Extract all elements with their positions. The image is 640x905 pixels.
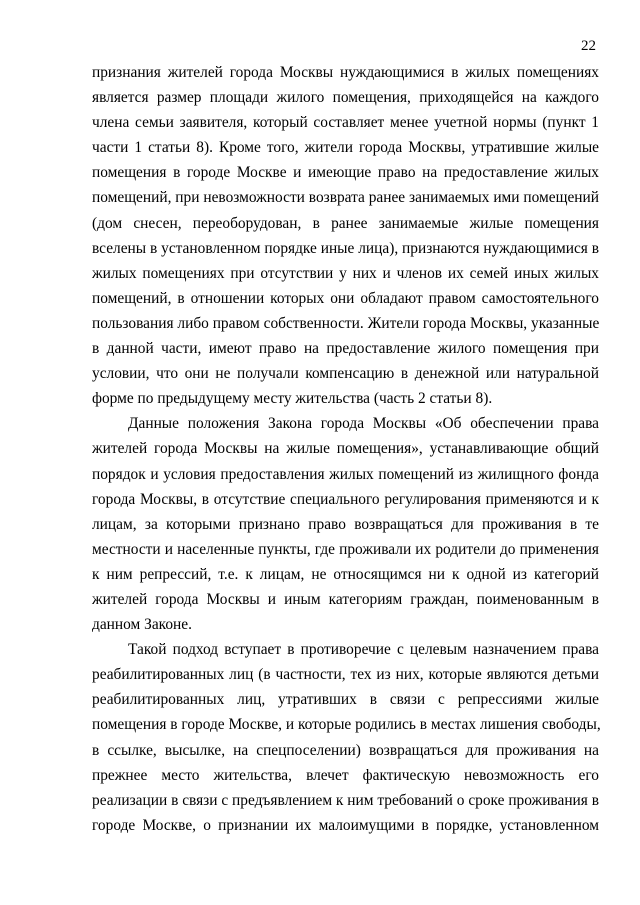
text-line: местности и населенные пункты, где проживали их родители до применения (92, 540, 599, 558)
text-line: в ссылке, высылке, на спецпоселении) возвращаться для проживания на (92, 741, 599, 759)
text-line: форме по предыдущему месту жительства (часть 2 статьи 8). (92, 390, 493, 408)
text-line: Данные положения Закона города Москвы «Об обеспечении права (128, 415, 599, 433)
paragraph (92, 60, 599, 411)
text-line: жителей города Москвы на жилые помещения», устанавливающие общий (92, 440, 599, 458)
text-line: города Москвы, в отсутствие специального регулирования применяются и к (92, 490, 599, 508)
text-line: порядок и условия предоставления жилых помещений из жилищного фонда (92, 465, 599, 483)
text-line: части 1 статьи 8). Кроме того, жители города Москвы, утратившие жилые (92, 139, 599, 157)
text-line: реализации в связи с предъявлением к ним требований о сроке проживания в (92, 791, 599, 809)
text-line: к ним репрессий, т.е. к лицам, не относящимся ни к одной из категорий (92, 565, 599, 583)
text-line: признания жителей города Москвы нуждающимися в жилых помещениях (92, 64, 599, 81)
page-number: 22 (581, 38, 596, 54)
text-line: помещений, при невозможности возврата ранее занимаемых ими помещений (92, 189, 599, 207)
text-line: Такой подход вступает в противоречие с целевым назначением права (128, 641, 599, 659)
text-line: помещения в городе Москве и имеющие право на предоставление жилых (92, 164, 599, 182)
paragraph (92, 411, 599, 637)
text-line: в данной части, имеют право на предоставление жилого помещения при (92, 340, 599, 358)
text-line: члена семьи заявителя, который составляет менее учетной нормы (пункт 1 (92, 114, 599, 132)
text-line: реабилитированных лиц, утративших в связи с репрессиями жилые (92, 691, 599, 709)
text-line: пользования либо правом собственности. Жители города Москвы, указанные (92, 314, 600, 332)
text-line: помещений, в отношении которых они обладают правом самостоятельного (92, 289, 599, 307)
text-line: жилых помещениях при отсутствии у них и членов их семей иных жилых (92, 264, 599, 282)
text-line: является размер площади жилого помещения, приходящейся на каждого (92, 89, 599, 107)
text-line: реабилитированных лиц (в частности, тех из них, которые являются детьми (92, 666, 599, 684)
paragraph (92, 637, 599, 838)
text-line: условии, что они не получали компенсацию в денежной или натуральной (92, 365, 599, 383)
text-line: данном Законе. (92, 616, 192, 634)
text-line: жителей города Москвы и иным категориям граждан, поименованным в (92, 590, 599, 608)
text-line: городе Москве, о признании их малоимущими в порядке, установленном (92, 816, 599, 834)
document-body (92, 60, 599, 838)
text-line: прежнее место жительства, влечет фактическую невозможность его (92, 766, 599, 784)
text-line: вселены в установленном порядке иные лица), признаются нуждающимися в (92, 239, 599, 257)
text-line: помещения в городе Москве, и которые родились в местах лишения свободы, (92, 716, 601, 734)
text-line: лицам, за которыми признано право возвращаться для проживания в те (92, 515, 599, 533)
text-line: (дом снесен, переоборудован, в ранее занимаемые жилые помещения (92, 214, 599, 232)
